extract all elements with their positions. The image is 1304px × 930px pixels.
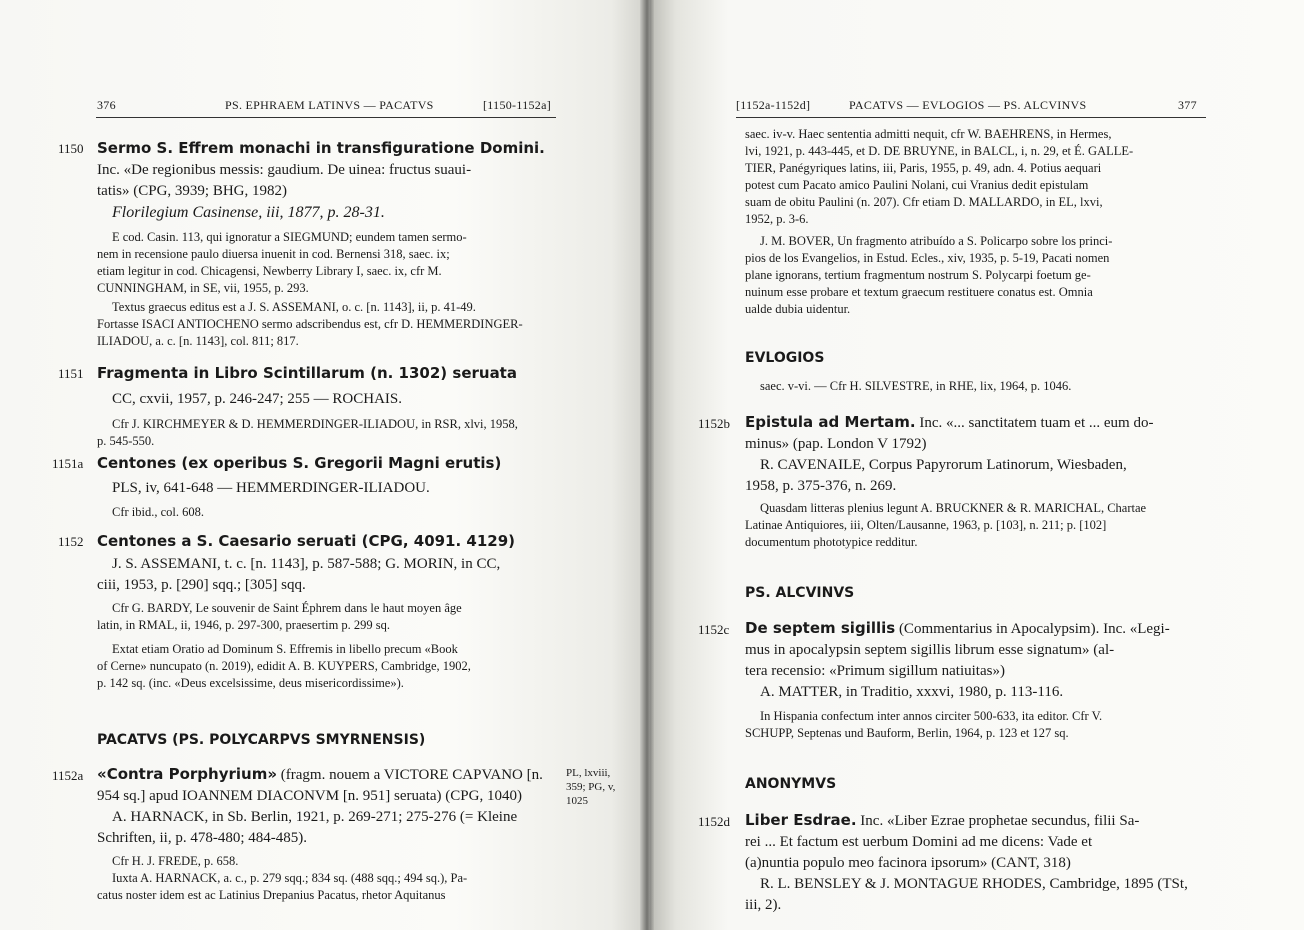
entry-range: [1150-1152a] xyxy=(483,98,552,112)
margin-line: PL, lxviii, xyxy=(566,767,611,779)
note-line: documentum phototypice redditur. xyxy=(745,535,918,549)
note-line: nuinum esse probare et textum graecum restituere conatus est. Omnia xyxy=(745,285,1093,299)
note-line: nem in recensione paulo diuersa inuenit in cod. Bernensi 318, saec. ix; xyxy=(97,247,450,261)
page-number: 377 xyxy=(1178,98,1197,112)
note-line: p. 545-550. xyxy=(97,434,155,448)
section-heading: EVLOGIOS xyxy=(745,350,825,366)
entry-body xyxy=(112,478,430,499)
entry-notes xyxy=(97,229,467,297)
note-line: Cfr ibid., col. 608. xyxy=(112,505,205,519)
note-line: of Cerne» nuncupato (n. 2019), edidit A. B. KUYPERS, Cambridge, 1902, xyxy=(97,659,471,673)
text-line: (fragm. nouem a VICTORE CAPVANO [n. xyxy=(280,767,543,783)
note-line: ualde dubia uidentur. xyxy=(745,302,851,316)
entry-notes xyxy=(745,708,1102,742)
continued-notes xyxy=(745,126,1133,228)
section-heading: PACATVS (PS. POLYCARPVS SMYRNENSIS) xyxy=(97,732,426,748)
note-line: Cfr G. BARDY, Le souvenir de Saint Éphrem dans le haut moyen âge xyxy=(112,601,462,615)
left-page xyxy=(0,0,650,930)
note-line: Iuxta A. HARNACK, a. c., p. 279 sqq.; 834 sq. (488 sqq.; 494 sq.), Pa- xyxy=(112,871,468,885)
note-line: CUNNINGHAM, in SE, vii, 1955, p. 293. xyxy=(97,281,309,295)
note-line: ILIADOU, a. c. [n. 1143], col. 811; 817. xyxy=(97,334,299,348)
note-line: suam de obitu Paulini (n. 207). Cfr etiam D. MALLARDO, in EL, lxvi, xyxy=(745,195,1103,209)
text-line: ciii, 1953, p. [290] sqq.; [305] sqq. xyxy=(97,577,306,593)
header-rule xyxy=(736,117,1206,118)
margin-reference xyxy=(566,766,615,808)
running-header: PACATVS — EVLOGIOS — PS. ALCVINVS xyxy=(849,98,1087,112)
entry-title: Sermo S. Effrem monachi in transfiguratione Domini. xyxy=(97,139,545,157)
text-line: tera recensio: «Primum sigillum natiuitas») xyxy=(745,663,1005,679)
text-line: rei ... Et factum est uerbum Domini ad me dicens: Vade et xyxy=(745,834,1093,850)
note-line: pios de los Evangelios, in Estud. Ecles., xiv, 1935, p. 5-19, Pacati nomen xyxy=(745,251,1110,265)
text-line: iii, 2). xyxy=(745,897,782,913)
entry-body xyxy=(745,412,1153,497)
note-line: Cfr H. J. FREDE, p. 658. xyxy=(112,854,239,868)
entry-title: «Contra Porphyrium» xyxy=(97,765,278,783)
margin-line: 359; PG, v, xyxy=(566,781,616,793)
note-line: lvi, 1921, p. 443-445, et D. DE BRUYNE, in BALCL, i, n. 29, et É. GALLE- xyxy=(745,144,1134,158)
text-line: Inc. «De regionibus messis: gaudium. De uinea: fructus suaui- xyxy=(97,162,472,178)
entry-number: 1151a xyxy=(52,456,84,471)
text-line: J. S. ASSEMANI, t. c. [n. 1143], p. 587-588; G. MORIN, in CC, xyxy=(112,556,501,572)
note-line: In Hispania confectum inter annos circiter 500-633, ita editor. Cfr V. xyxy=(760,709,1103,723)
note-line: potest cum Pacato amico Paulini Nolani, cui Vranius dedit epistulam xyxy=(745,178,1089,192)
entry-title: Centones (ex operibus S. Gregorii Magni erutis) xyxy=(97,454,502,472)
text-line: Inc. «... sanctitatem tuam et ... eum do- xyxy=(919,415,1154,431)
text-line: (Commentarius in Apocalypsim). Inc. «Legi- xyxy=(898,621,1170,637)
entry-notes xyxy=(97,299,523,350)
note-line: TIER, Panégyriques latins, iii, Paris, 1955, p. 49, adn. 4. Potius aequari xyxy=(745,161,1102,175)
text-line: minus» (pap. London V 1792) xyxy=(745,436,927,452)
entry-number: 1152b xyxy=(698,416,731,431)
note-line: p. 142 sq. (inc. «Deus excelsissime, deus misericordissime»). xyxy=(97,676,404,690)
entry-notes xyxy=(97,853,467,904)
note-line: Fortasse ISACI ANTIOCHENO sermo adscribendus est, cfr D. HEMMERDINGER- xyxy=(97,317,523,331)
entry-number: 1152c xyxy=(698,622,730,637)
entry-notes xyxy=(112,504,204,521)
page-number: 376 xyxy=(97,98,116,112)
note-line: Textus graecus editus est a J. S. ASSEMANI, o. c. [n. 1143], ii, p. 41-49. xyxy=(112,300,476,314)
text-line: R. L. BENSLEY & J. MONTAGUE RHODES, Cambridge, 1895 (TSt, xyxy=(760,876,1188,892)
entry-body xyxy=(97,764,543,849)
book-gutter xyxy=(640,0,654,930)
continued-notes xyxy=(745,233,1112,318)
entry-title: De septem sigillis xyxy=(745,619,896,637)
text-line: tatis» (CPG, 3939; BHG, 1982) xyxy=(97,183,288,199)
text-line: 1958, p. 375-376, n. 269. xyxy=(745,478,897,494)
entry-notes xyxy=(745,500,1146,551)
note-line: J. M. BOVER, Un fragmento atribuído a S. Policarpo sobre los princi- xyxy=(760,234,1113,248)
text-line: 954 sq.] apud IOANNEM DIACONVM [n. 951] seruata) (CPG, 1040) xyxy=(97,788,522,804)
note-line: saec. iv-v. Haec sententia admitti nequit, cfr W. BAEHRENS, in Hermes, xyxy=(745,127,1112,141)
section-heading: ANONYMVS xyxy=(745,776,837,792)
note-line: 1952, p. 3-6. xyxy=(745,212,809,226)
entry-notes xyxy=(97,416,518,450)
note-line: SCHUPP, Septenas und Bauform, Berlin, 1964, p. 123 et 127 sq. xyxy=(745,726,1069,740)
text-line: CC, cxvii, 1957, p. 246-247; 255 — ROCHAIS. xyxy=(112,391,403,407)
entry-body xyxy=(745,810,1188,916)
text-line: A. HARNACK, in Sb. Berlin, 1921, p. 269-271; 275-276 (= Kleine xyxy=(112,809,518,825)
entry-number: 1150 xyxy=(58,141,84,156)
note-line: Latinae Antiquiores, iii, Olten/Lausanne, 1963, p. [103], n. 211; p. [102] xyxy=(745,518,1107,532)
entry-number: 1151 xyxy=(58,366,84,381)
entry-body xyxy=(112,389,402,410)
note-line: plane ignorans, tertium fragmentum nostrum S. Polycarpi foetum ge- xyxy=(745,268,1091,282)
note-line: catus noster idem est ac Latinius Drepanius Pacatus, rhetor Aquitanus xyxy=(97,888,446,902)
note-line: etiam legitur in cod. Chicagensi, Newberry Library I, saec. ix, cfr M. xyxy=(97,264,442,278)
entry-range: [1152a-1152d] xyxy=(736,98,811,112)
text-line: mus in apocalypsin septem sigillis librum esse signatum» (al- xyxy=(745,642,1115,658)
entry-notes xyxy=(97,641,471,692)
margin-line: 1025 xyxy=(566,795,588,807)
section-note xyxy=(760,378,1071,395)
note-line: latin, in RMAL, ii, 1946, p. 297-300, praesertim p. 299 sq. xyxy=(97,618,391,632)
entry-body xyxy=(97,160,471,223)
text-line: Schriften, ii, p. 478-480; 484-485). xyxy=(97,830,307,846)
entry-body xyxy=(745,618,1170,703)
entry-notes xyxy=(97,600,462,634)
edition-line: Florilegium Casinense, iii, 1877, p. 28-31. xyxy=(112,204,385,221)
header-rule xyxy=(96,117,556,118)
note-line: Cfr J. KIRCHMEYER & D. HEMMERDINGER-ILIADOU, in RSR, xlvi, 1958, xyxy=(112,417,518,431)
text-line: R. CAVENAILE, Corpus Papyrorum Latinorum, Wiesbaden, xyxy=(760,457,1127,473)
entry-body xyxy=(97,554,500,596)
running-header: PS. EPHRAEM LATINVS — PACATVS xyxy=(225,98,434,112)
text-line: Inc. «Liber Ezrae prophetae secundus, filii Sa- xyxy=(860,813,1140,829)
text-line: A. MATTER, in Traditio, xxxvi, 1980, p. 113-116. xyxy=(760,684,1064,700)
entry-number: 1152d xyxy=(698,814,731,829)
entry-number: 1152 xyxy=(58,534,84,549)
text-line: PLS, iv, 641-648 — HEMMERDINGER-ILIADOU. xyxy=(112,480,430,496)
section-heading: PS. ALCVINVS xyxy=(745,585,855,601)
text-line: (a)nuntia populo meo facinora ipsorum» (CANT, 318) xyxy=(745,855,1071,871)
entry-title: Liber Esdrae. xyxy=(745,811,857,829)
entry-title: Epistula ad Mertam. xyxy=(745,413,916,431)
right-page xyxy=(650,0,1304,930)
note-line: Quasdam litteras plenius legunt A. BRUCKNER & R. MARICHAL, Chartae xyxy=(760,501,1147,515)
note-line: Extat etiam Oratio ad Dominum S. Effremis in libello precum «Book xyxy=(112,642,458,656)
entry-number: 1152a xyxy=(52,768,84,783)
note-line: E cod. Casin. 113, qui ignoratur a SIEGMUND; eundem tamen sermo- xyxy=(112,230,467,244)
entry-title: Fragmenta in Libro Scintillarum (n. 1302) seruata xyxy=(97,364,517,382)
entry-title: Centones a S. Caesario seruati (CPG, 4091. 4129) xyxy=(97,532,516,550)
note-line: saec. v-vi. — Cfr H. SILVESTRE, in RHE, lix, 1964, p. 1046. xyxy=(760,379,1072,393)
